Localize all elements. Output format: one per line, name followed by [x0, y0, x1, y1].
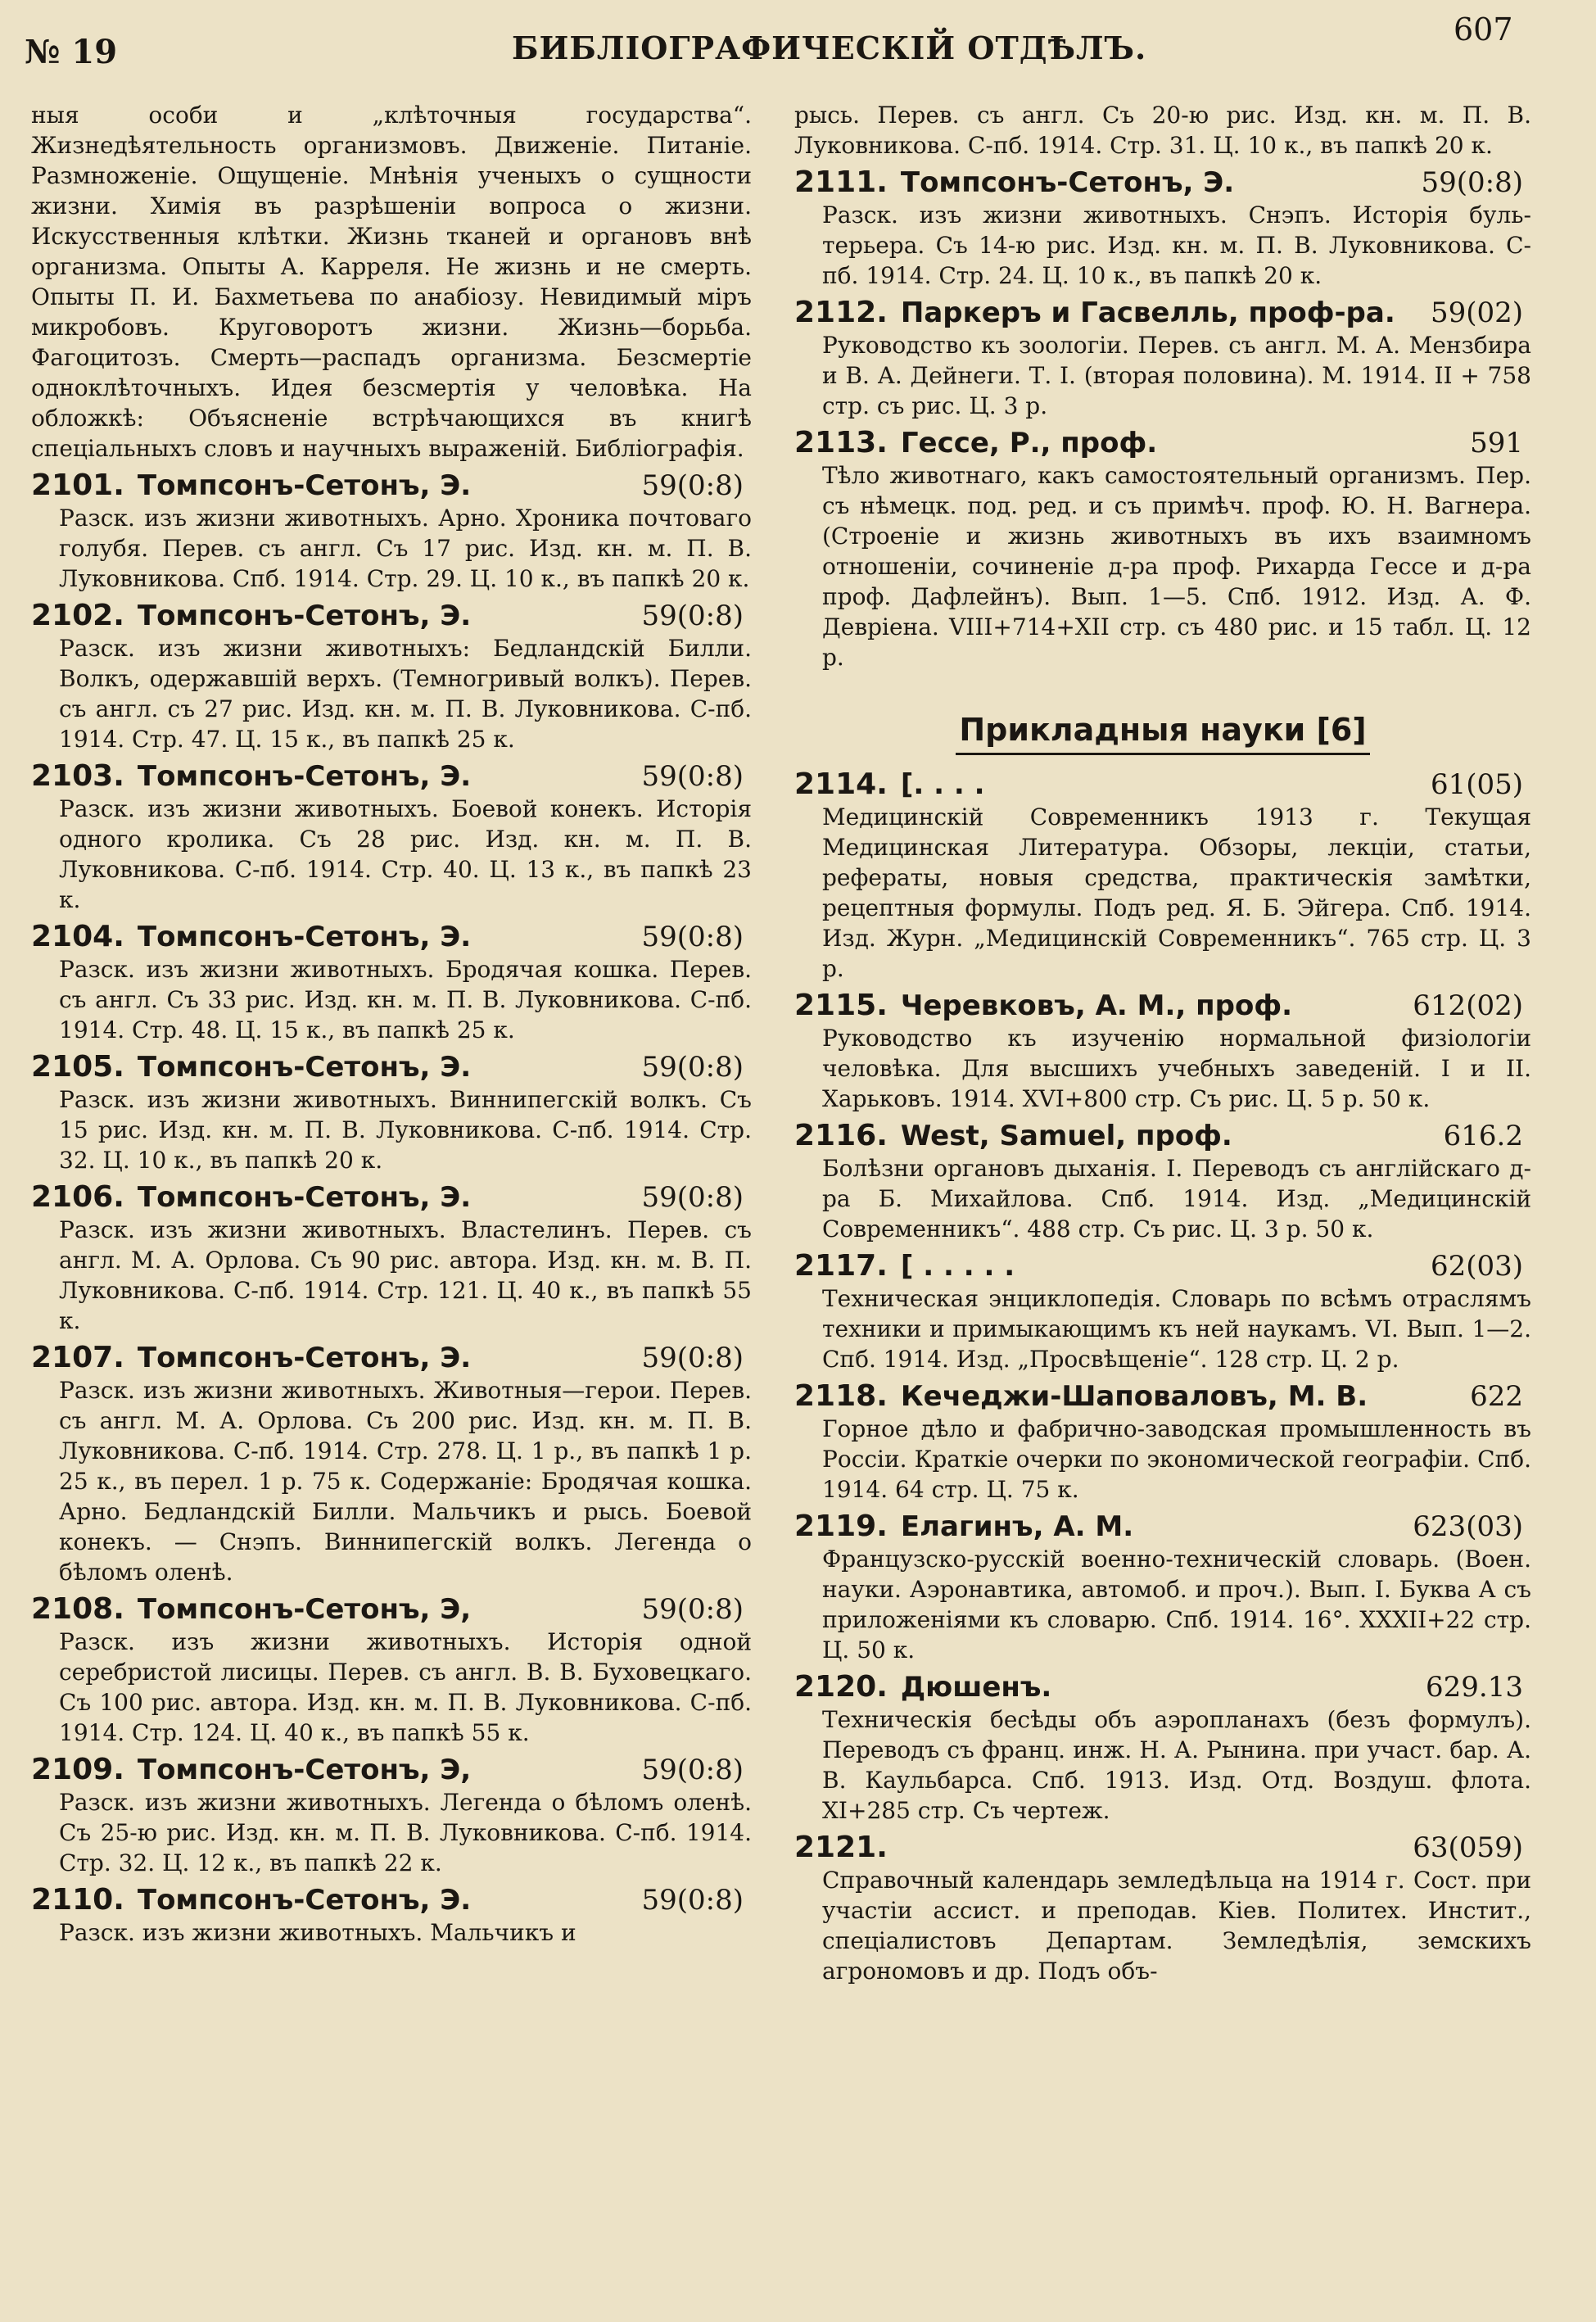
entry-author: Томпсонъ-Сетонъ, Э. — [137, 469, 472, 502]
bibliography-entry — [794, 1831, 1531, 1986]
bibliography-entry — [31, 1050, 752, 1175]
entry-description: Разск. изъ жизни животныхъ. Властелинъ. Перев. съ англ. М. А. Орлова. Съ 90 рис. автора. Изд. кн. м. В. П. Луковникова. С-пб. 1914. Стр. 121. Ц. 40 к., въ папкѣ 55 к. — [59, 1216, 752, 1334]
bibliography-entry — [31, 920, 752, 1045]
entry-heading-left — [794, 426, 1157, 460]
entry-author: Томпсонъ-Сетонъ, Э. — [137, 1342, 472, 1374]
entry-number: 2117. — [794, 1249, 888, 1283]
entry-author: Томпсонъ-Сетонъ, Э. — [137, 1181, 472, 1214]
entry-classification-code: 616.2 — [1443, 1120, 1523, 1152]
entry-number: 2114. — [794, 767, 888, 801]
entry-classification-code: 59(0:8) — [641, 1342, 744, 1374]
entry-number: 2107. — [31, 1341, 124, 1374]
entry-author: Томпсонъ-Сетонъ, Э. — [137, 1051, 472, 1084]
entry-heading-left — [794, 165, 1234, 200]
entry-author: West, Samuel, проф. — [900, 1120, 1232, 1152]
entry-heading — [794, 165, 1531, 200]
entry-heading — [31, 1883, 752, 1917]
entry-heading-left — [794, 767, 985, 802]
entry-number: 2115. — [794, 989, 888, 1022]
bibliography-entry — [31, 1180, 752, 1336]
bibliography-entry — [794, 296, 1531, 421]
entry-heading — [31, 1050, 752, 1084]
entry-heading — [31, 759, 752, 794]
entry-description: Справочный календарь земледѣльца на 1914 г. Сост. при участіи ассист. и преподав. Кіев. Политех. Инстит., спеціалистовъ Департам. Земледѣлія, земскихъ агрономовъ и др. Подъ объ- — [822, 1867, 1531, 1985]
entry-description: Разск. изъ жизни животныхъ. Виннипегскій волкъ. Съ 15 рис. Изд. кн. м. П. В. Луковникова. С-пб. 1914. Стр. 32. Ц. 10 к., въ папкѣ 20 к. — [59, 1086, 752, 1174]
entry-author: Томпсонъ-Сетонъ, Э. — [137, 760, 472, 793]
bibliography-entry — [31, 599, 752, 754]
entry-classification-code: 622 — [1470, 1380, 1523, 1413]
entry-heading — [794, 989, 1531, 1023]
entry-description: Техническая энциклопедія. Словарь по всѣмъ отраслямъ техники и примыкающимъ къ ней наукамъ. VI. Вып. 1—2. Спб. 1914. Изд. „Просвѣщеніе“. 128 стр. Ц. 2 р. — [822, 1285, 1531, 1373]
bibliography-entry — [794, 1119, 1531, 1244]
entry-author: Томпсонъ-Сетонъ, Э. — [137, 921, 472, 953]
entry-heading-left — [794, 1379, 1368, 1414]
entry-number: 2104. — [31, 920, 124, 953]
bibliography-entry — [794, 1249, 1531, 1374]
entry-classification-code: 59(0:8) — [641, 469, 744, 502]
entry-description: Медицинскій Современникъ 1913 г. Текущая Медицинская Литература. Обзоры, лекціи, статьи, рефераты, новыя средства, практическія замѣтки, рецептныя формулы. Подъ ред. Я. Б. Эйгера. Спб. 1914. Изд. Журн. „Медицинскій Современникъ“. 765 стр. Ц. 3 р. — [822, 803, 1531, 982]
entry-number: 2120. — [794, 1670, 888, 1704]
section-entry-list — [794, 767, 1531, 1986]
entry-number: 2112. — [794, 296, 888, 329]
entry-description: Разск. изъ жизни животныхъ: Бедландскій Билли. Волкъ, одержавшій верхъ. (Темногривый волкъ). Перев. съ англ. съ 27 рис. Изд. кн. м. П. В. Луковникова. С-пб. 1914. Стр. 47. Ц. 15 к., въ папкѣ 25 к. — [59, 635, 752, 753]
bibliography-entry — [31, 1753, 752, 1878]
entry-heading-left — [794, 296, 1395, 330]
entry-description: Горное дѣло и фабрично-заводская промышленность въ Россіи. Краткіе очерки по экономической географіи. Спб. 1914. 64 стр. Ц. 75 к. — [822, 1415, 1531, 1503]
entry-description: Техническія бесѣды объ аэропланахъ (безъ формулъ). Переводъ съ франц. инж. Н. А. Рынина. при участ. бар. А. В. Каульбарса. Спб. 1913. Изд. Отд. Воздуш. флота. XI+285 стр. Съ чертеж. — [822, 1706, 1531, 1824]
entry-heading — [31, 1341, 752, 1375]
entry-number: 2113. — [794, 426, 888, 459]
entry-heading-left — [794, 1831, 901, 1865]
entry-classification-code: 623(03) — [1413, 1510, 1523, 1543]
entry-heading-left — [31, 759, 471, 794]
entry-author: Томпсонъ-Сетонъ, Э. — [137, 1884, 472, 1917]
entry-classification-code: 63(059) — [1413, 1831, 1523, 1864]
entry-number: 2116. — [794, 1119, 888, 1152]
entry-number: 2111. — [794, 165, 888, 199]
section-title: Прикладныя науки [6] — [956, 712, 1369, 755]
entry-heading-left — [794, 1670, 1051, 1704]
bibliography-entry — [31, 1883, 752, 1948]
entry-classification-code: 61(05) — [1430, 768, 1523, 801]
entry-heading-left — [31, 1883, 471, 1917]
page-number: 607 — [1454, 11, 1513, 48]
entry-number: 2101. — [31, 468, 124, 502]
bibliography-entry — [794, 165, 1531, 291]
entry-description: Разск. изъ жизни животныхъ. Исторія одной серебристой лисицы. Перев. съ англ. В. В. Буховецкаго. Съ 100 рис. автора. Изд. кн. м. П. В. Луковникова. С-пб. 1914. Стр. 124. Ц. 40 к., въ папкѣ 55 к. — [59, 1628, 752, 1746]
entry-description: Разск. изъ жизни животныхъ. Арно. Хроника почтоваго голубя. Перев. съ англ. Съ 17 рис. Изд. кн. м. П. В. Луковникова. Спб. 1914. Стр. 29. Ц. 10 к., въ папкѣ 20 к. — [59, 505, 752, 592]
entry-heading-left — [794, 989, 1292, 1023]
bibliography-entry — [31, 1341, 752, 1587]
bibliography-entry — [794, 1379, 1531, 1505]
entry-author: Томпсонъ-Сетонъ, Э, — [137, 1593, 472, 1626]
left-column — [31, 100, 752, 1948]
bibliography-entry — [794, 426, 1531, 672]
entry-description: Руководство къ зоологіи. Перев. съ англ. М. А. Мензбира и В. А. Дейнеги. Т. I. (вторая половина). М. 1914. II + 758 стр. съ рис. Ц. 3 р. — [822, 332, 1531, 419]
entry-heading-left — [31, 920, 471, 954]
entry-author: Кечеджи-Шаповаловъ, М. В. — [900, 1380, 1368, 1413]
entry-author: Дюшенъ. — [900, 1671, 1052, 1704]
entry-heading-left — [31, 1341, 471, 1375]
entry-heading-left — [31, 1050, 471, 1084]
entry-author: [ . . . . . — [900, 1250, 1015, 1283]
entry-number: 2102. — [31, 599, 124, 632]
entry-description: Разск. изъ жизни животныхъ. Животныя—герои. Перев. съ англ. М. А. Орлова. Съ 200 рис. Изд. кн. м. П. В. Луковникова. С-пб. 1914. Стр. 278. Ц. 1 р., въ папкѣ 1 р. 25 к., въ перел. 1 р. 75 к. Содержаніе: Бродячая кошка. Арно. Бедландскій Билли. Мальчикъ и рысь. Боевой конекъ. — Снэпъ. Виннипегскій волкъ. Легенда о бѣломъ оленѣ. — [59, 1377, 752, 1586]
entry-heading — [31, 468, 752, 503]
bibliography-entry — [794, 1670, 1531, 1826]
entry-heading — [794, 1510, 1531, 1544]
entry-heading — [31, 920, 752, 954]
entry-heading — [794, 1670, 1531, 1704]
right-column — [794, 100, 1531, 1986]
entry-description: Разск. изъ жизни животныхъ. Снэпъ. Исторія буль-терьера. Съ 14-ю рис. Изд. кн. м. П. В. Луковникова. С-пб. 1914. Стр. 24. Ц. 10 к., въ папкѣ 20 к. — [822, 201, 1531, 289]
entry-heading — [794, 767, 1531, 802]
entry-number: 2108. — [31, 1592, 124, 1626]
bibliography-entry — [794, 1510, 1531, 1665]
entry-number: 2105. — [31, 1050, 124, 1084]
bibliography-entry — [31, 759, 752, 915]
entry-number: 2106. — [31, 1180, 124, 1214]
entry-description: Разск. изъ жизни животныхъ. Легенда о бѣломъ оленѣ. Съ 25-ю рис. Изд. кн. м. П. В. Луковникова. С-пб. 1914. Стр. 32. Ц. 12 к., въ папкѣ 22 к. — [59, 1789, 752, 1876]
entry-author: [. . . . — [900, 768, 985, 801]
entry-heading-left — [31, 1592, 471, 1627]
entry-classification-code: 59(0:8) — [641, 1754, 744, 1786]
entry-classification-code: 59(0:8) — [641, 1051, 744, 1084]
entry-heading — [794, 1379, 1531, 1414]
entry-classification-code: 59(0:8) — [641, 1181, 744, 1214]
bibliography-entry — [31, 1592, 752, 1748]
left-entry-list — [31, 468, 752, 1948]
entry-classification-code: 59(0:8) — [641, 760, 744, 793]
bibliography-entry — [31, 468, 752, 594]
entry-author: Гессе, Р., проф. — [900, 427, 1158, 459]
entry-number: 2121. — [794, 1831, 888, 1864]
entry-heading — [31, 1753, 752, 1787]
entry-heading-left — [31, 599, 471, 633]
right-intro-text: рысь. Перев. съ англ. Съ 20-ю рис. Изд. кн. м. П. В. Луковникова. С-пб. 1914. Стр. 31. Ц. 10 к., въ папкѣ 20 к. — [794, 102, 1531, 159]
left-intro-text: ныя особи и „клѣточныя государства“. Жизнедѣятельность организмовъ. Движеніе. Питаніе. Размноженіе. Ощущеніе. Мнѣнія ученыхъ о сущности жизни. Химія въ разрѣшеніи вопроса о жизни. Искусственныя клѣтки. Жизнь тканей и органовъ внѣ организма. Опыты А. Карреля. Не жизнь и не смерть. Опыты П. И. Бахметьева по анабіозу. Невидимый міръ микробовъ. Круговоротъ жизни. Жизнь—борьба. Фагоцитозъ. Смерть—распадъ организма. Безсмертіе одноклѣточныхъ. Идея безсмертія у человѣка. На обложкѣ: Объясненіе встрѣчающихся въ книгѣ спеціальныхъ словъ и научныхъ выраженій. Библіографія. — [31, 102, 752, 462]
entry-classification-code: 612(02) — [1413, 989, 1523, 1022]
entry-author: Елагинъ, А. М. — [900, 1510, 1134, 1543]
entry-description: Тѣло животнаго, какъ самостоятельный организмъ. Пер. съ нѣмецк. под. ред. и съ примѣч. проф. Ю. Н. Вагнера. (Строеніе и жизнь животныхъ въ ихъ взаимномъ отношеніи, сочиненіе д-ра проф. Рихарда Гессе и д-ра проф. Дафлейнъ). Вып. 1—5. Спб. 1912. Изд. А. Ф. Девріена. VIII+714+XII стр. съ 480 рис. и 15 табл. Ц. 12 р. — [822, 462, 1531, 671]
entry-heading — [31, 1180, 752, 1215]
right-entry-list — [794, 165, 1531, 672]
entry-author: Томпсонъ-Сетонъ, Э. — [900, 166, 1235, 199]
entry-classification-code: 629.13 — [1426, 1671, 1523, 1704]
entry-description: Разск. изъ жизни животныхъ. Боевой конекъ. Исторія одного кролика. Съ 28 рис. Изд. кн. м. П. В. Луковникова. С-пб. 1914. Стр. 40. Ц. 13 к., въ папкѣ 23 к. — [59, 795, 752, 913]
entry-classification-code: 62(03) — [1430, 1250, 1523, 1283]
entry-classification-code: 59(0:8) — [641, 921, 744, 953]
entry-classification-code: 59(02) — [1430, 296, 1523, 329]
entry-number: 2110. — [31, 1883, 124, 1917]
entry-author: Томпсонъ-Сетонъ, Э. — [137, 600, 472, 632]
entry-heading — [31, 599, 752, 633]
entry-classification-code: 59(0:8) — [1421, 166, 1523, 199]
entry-heading-left — [794, 1249, 1015, 1283]
entry-author: Томпсонъ-Сетонъ, Э, — [137, 1754, 472, 1786]
entry-heading-left — [31, 1180, 471, 1215]
entry-heading-left — [31, 1753, 471, 1787]
entry-heading — [31, 1592, 752, 1627]
entry-heading-left — [794, 1119, 1232, 1153]
entry-author: Черевковъ, А. М., проф. — [900, 989, 1292, 1022]
entry-classification-code: 591 — [1470, 427, 1523, 459]
entry-description: Руководство къ изученію нормальной физіологіи человѣка. Для высшихъ учебныхъ заведеній. I и II. Харьковъ. 1914. XVI+800 стр. Съ рис. Ц. 5 р. 50 к. — [822, 1025, 1531, 1112]
entry-heading — [794, 1119, 1531, 1153]
entry-heading-left — [31, 468, 471, 503]
entry-number: 2109. — [31, 1753, 124, 1786]
page-title: БИБЛІОГРАФИЧЕСКІЙ ОТДѢЛЪ. — [512, 29, 1147, 66]
entry-author: Паркеръ и Гасвелль, проф-ра. — [900, 296, 1395, 329]
entry-classification-code: 59(0:8) — [641, 1593, 744, 1626]
entry-description: Болѣзни органовъ дыханія. I. Переводъ съ англійскаго д-ра Б. Михайлова. Спб. 1914. Изд. „Медицинскій Современникъ“. 488 стр. Съ рис. Ц. 3 р. 50 к. — [822, 1155, 1531, 1242]
section-heading — [794, 712, 1531, 748]
entry-heading — [794, 1249, 1531, 1283]
entry-classification-code: 59(0:8) — [641, 600, 744, 632]
entry-heading — [794, 1831, 1531, 1865]
bibliography-entry — [794, 989, 1531, 1114]
entry-description: Французско-русскій военно-техническій словарь. (Воен. науки. Аэронавтика, автомоб. и проч.). Вып. I. Буква А съ приложеніями къ словарю. Спб. 1914. 16°. XXXII+22 стр. Ц. 50 к. — [822, 1546, 1531, 1663]
bibliography-entry — [794, 767, 1531, 984]
entry-heading-left — [794, 1510, 1133, 1544]
entry-heading — [794, 296, 1531, 330]
entry-classification-code: 59(0:8) — [641, 1884, 744, 1917]
entry-description: Разск. изъ жизни животныхъ. Мальчикъ и — [59, 1919, 576, 1946]
entry-heading — [794, 426, 1531, 460]
issue-number: № 19 — [25, 33, 118, 71]
entry-number: 2119. — [794, 1510, 888, 1543]
entry-description: Разск. изъ жизни животныхъ. Бродячая кошка. Перев. съ англ. Съ 33 рис. Изд. кн. м. П. В. Луковникова. С-пб. 1914. Стр. 48. Ц. 15 к., въ папкѣ 25 к. — [59, 956, 752, 1043]
entry-number: 2103. — [31, 759, 124, 793]
entry-number: 2118. — [794, 1379, 888, 1413]
